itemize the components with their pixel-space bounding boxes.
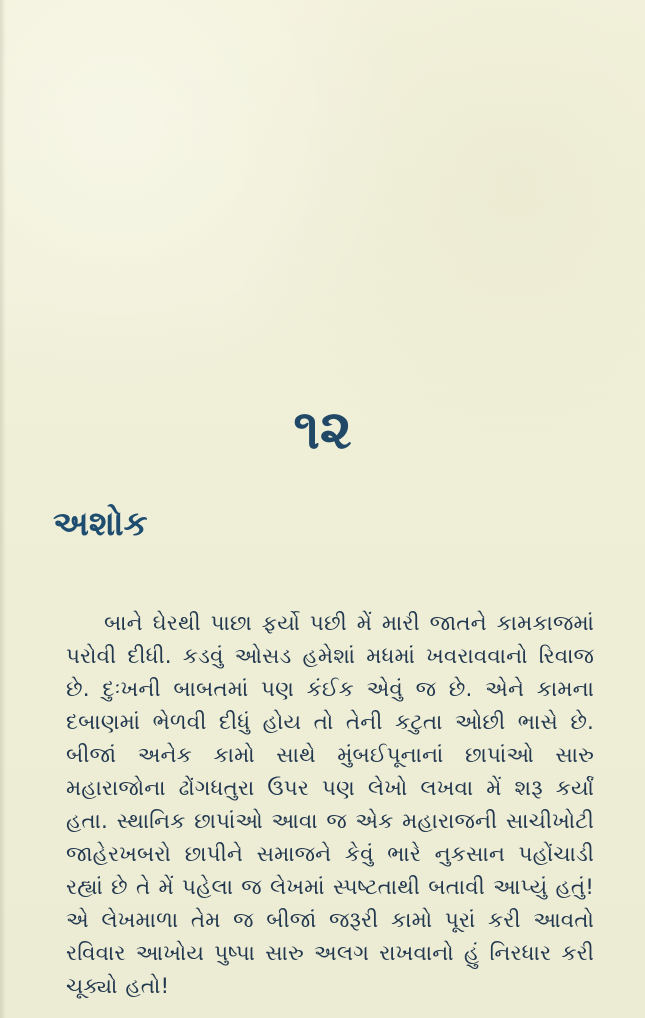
page-spine-shadow xyxy=(0,0,6,1018)
chapter-number: ૧૨ xyxy=(293,398,352,461)
bleed-through-text xyxy=(390,73,397,94)
bleed-through-text xyxy=(120,128,127,149)
bleed-through-text xyxy=(84,168,91,189)
chapter-body-paragraph: બાને ઘેરથી પાછા ફર્યો પછી મેં મારી જાતને કામકાજમાં પરોવી દીધી. કડવું ઓસડ હમેશાં મધમાં ખવરાવવાનો રિવાજ છે. દુઃખની બાબતમાં પણ કંઈક એવું જ છે. એને કામના દબાણમાં ભેળવી દીધું હોય તો તેની કટુતા ઓછી ભાસે છે. બીજાં અનેક કામો સાથે મુંબઈપૂનાનાં છાપાંઓ સારુ મહારાજોના ઢોંગધતુરા ઉપર પણ લેખો લખવા મેં શરૂ કર્યાં હતા. સ્થાનિક છાપાંઓ આવા જ એક મહારાજની સાચીખોટી જાહેરખબરો છાપીને સમાજને કેવું ભારે નુકસાન પહોંચાડી રહ્યાં છે તે મેં પહેલા જ લેખમાં સ્પષ્ટતાથી બતાવી આપ્યું હતું! એ લેખમાળા તેમ જ બીજાં જરૂરી કામો પૂરાં કરી આવતો રવિવાર આખોય પુષ્પા સારુ અલગ રાખવાનો હું નિરધાર કરી ચૂક્યો હતો! xyxy=(66,611,594,999)
chapter-title: અશોક xyxy=(53,504,148,544)
bleed-through-text xyxy=(94,234,101,255)
bleed-through-text xyxy=(86,282,93,303)
